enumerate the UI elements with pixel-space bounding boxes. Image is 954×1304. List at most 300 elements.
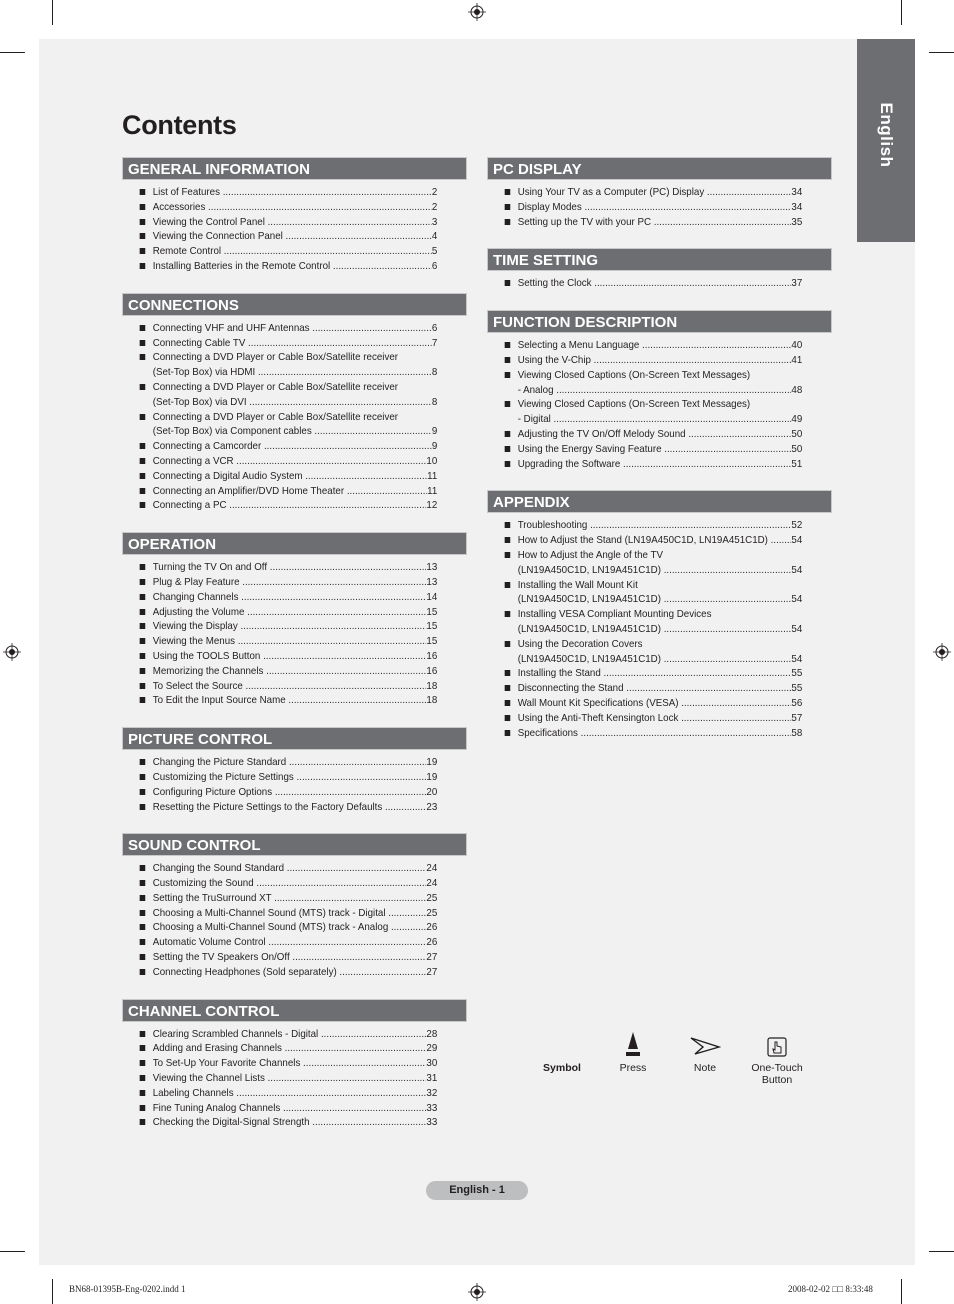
entry-line — [153, 755, 438, 770]
page-number: 2 — [431, 200, 438, 213]
page-number: 40 — [791, 339, 803, 352]
entry-line — [518, 696, 803, 711]
entry-line — [153, 920, 438, 935]
page-number: 9 — [431, 425, 438, 438]
entry-line — [153, 693, 438, 708]
entry-line — [153, 906, 438, 921]
entry-line — [153, 215, 438, 230]
entry-text: Choosing a Multi-Channel Sound (MTS) track - Analog ..... — [153, 920, 427, 935]
page-number: 31 — [426, 1072, 438, 1085]
registration-mark-icon — [3, 643, 21, 661]
toc-entry — [122, 229, 443, 244]
toc-entry — [487, 518, 808, 533]
toc-entry — [487, 681, 808, 696]
entry-text: - Digital ..... — [518, 412, 792, 427]
entry-text: Setting the Clock ..... — [518, 276, 792, 291]
entry-text: To Set-Up Your Favorite Channels ..... — [153, 1056, 427, 1071]
page-number: 27 — [426, 965, 438, 978]
page-number: 7 — [431, 336, 438, 349]
page-number: 18 — [426, 694, 438, 707]
page-number: 23 — [426, 800, 438, 813]
page-number: 24 — [426, 877, 438, 890]
entry-list — [122, 560, 467, 708]
toc-entry — [122, 560, 443, 575]
toc-entry — [122, 350, 443, 380]
section-header: APPENDIX — [487, 490, 832, 513]
file-slug: BN68-01395B-Eng-0202.indd 1 — [69, 1284, 186, 1294]
page-number: 11 — [427, 469, 438, 482]
entry-text: Connecting a Camcorder ..... — [153, 439, 432, 454]
toc-entry — [487, 637, 808, 667]
toc-entry — [487, 276, 808, 291]
section-header: CHANNEL CONTROL — [122, 999, 467, 1022]
crop-mark — [929, 1251, 954, 1252]
toc-entry — [487, 696, 808, 711]
page-number: 12 — [426, 499, 438, 512]
toc-entry — [122, 469, 443, 484]
crop-mark — [0, 52, 25, 53]
section-header: TIME SETTING — [487, 248, 832, 271]
entry-text: Resetting the Picture Settings to the Factory Defaults ..... — [153, 800, 427, 815]
toc-entry — [122, 321, 443, 336]
entry-text: Using the Energy Saving Feature ..... — [518, 442, 792, 457]
toc-entry — [487, 578, 808, 608]
entry-line — [518, 276, 803, 291]
entry-text: Viewing the Connection Panel ..... — [153, 229, 432, 244]
toc-entry — [122, 679, 443, 694]
entry-text: How to Adjust the Angle of the TV — [517, 548, 664, 561]
toc-section — [122, 833, 467, 979]
entry-line — [153, 498, 438, 513]
entry-text: Checking the Digital-Signal Strength ..... — [153, 1115, 427, 1130]
toc-entry — [122, 755, 443, 770]
entry-line — [153, 679, 438, 694]
page-number: 9 — [431, 440, 438, 453]
toc-entry — [122, 634, 443, 649]
entry-text: Selecting a Menu Language ..... — [518, 338, 792, 353]
page-number: 10 — [426, 454, 438, 467]
toc-entry — [487, 533, 808, 548]
section-header: GENERAL INFORMATION — [122, 157, 467, 180]
toc-entry — [122, 1027, 443, 1042]
page-number: 34 — [791, 186, 803, 198]
entry-text: Viewing Closed Captions (On-Screen Text Messages) — [517, 368, 751, 381]
crop-mark — [52, 1279, 53, 1304]
entry-text: Adding and Erasing Channels ..... — [153, 1041, 427, 1056]
entry-line — [518, 711, 803, 726]
page-number: 50 — [791, 442, 803, 455]
entry-text: Installing the Stand ..... — [518, 666, 792, 681]
entry-line — [153, 321, 438, 336]
entry-text: Changing the Sound Standard ..... — [153, 861, 427, 876]
page-number: 27 — [426, 951, 438, 964]
entry-line — [153, 800, 438, 815]
toc-entry — [487, 711, 808, 726]
section-header: CONNECTIONS — [122, 293, 467, 316]
entry-line — [153, 439, 438, 454]
entry-line — [153, 1115, 438, 1130]
entry-line — [518, 338, 803, 353]
entry-list — [487, 185, 832, 229]
entry-line — [153, 1101, 438, 1116]
entry-text: Connecting a DVD Player or Cable Box/Satellite receiver — [152, 410, 399, 423]
page-number: 55 — [791, 682, 803, 695]
entry-text: How to Adjust the Stand (LN19A450C1D, LN19A451C1D) ..... — [518, 533, 792, 548]
entry-text: Connecting a PC ..... — [153, 498, 427, 513]
section-header: SOUND CONTROL — [122, 833, 467, 856]
entry-text: Changing the Picture Standard ..... — [153, 755, 427, 770]
entry-text: Connecting a VCR ..... — [153, 454, 427, 469]
toc-entry — [122, 454, 443, 469]
section-header: OPERATION — [122, 532, 467, 555]
toc-entry — [122, 259, 443, 274]
entry-line — [153, 770, 438, 785]
section-header: PC DISPLAY — [487, 157, 832, 180]
entry-text: (LN19A450C1D, LN19A451C1D) ..... — [518, 622, 792, 637]
entry-text: Using the V-Chip ..... — [518, 353, 792, 368]
entry-line — [153, 1071, 438, 1086]
toc-entry — [122, 861, 443, 876]
entry-line — [153, 950, 438, 965]
entry-list — [122, 755, 467, 814]
entry-text: - Analog ..... — [518, 383, 792, 398]
entry-text: Disconnecting the Stand ..... — [518, 681, 792, 696]
toc-entry — [122, 1071, 443, 1086]
page-number: 14 — [426, 590, 438, 603]
page-number: 54 — [791, 563, 803, 576]
entry-line — [153, 1041, 438, 1056]
left-column — [122, 157, 467, 1149]
page-number: 25 — [426, 906, 438, 919]
page-number: 15 — [426, 605, 438, 618]
one-touch-symbol — [745, 1036, 809, 1086]
toc-section — [487, 490, 832, 740]
entry-line — [518, 681, 803, 696]
entry-text: Customizing the Sound ..... — [153, 876, 427, 891]
crop-mark — [901, 1279, 902, 1304]
toc-entry — [487, 548, 808, 578]
entry-text: Turning the TV On and Off ..... — [153, 560, 427, 575]
toc-entry — [122, 965, 443, 980]
entry-line — [518, 622, 803, 637]
toc-entry — [487, 200, 808, 215]
entry-text: List of Features ..... — [153, 185, 432, 200]
page-number: 57 — [791, 711, 803, 724]
entry-line — [518, 200, 803, 215]
entry-text: Troubleshooting ..... — [518, 518, 792, 533]
page-number: 8 — [431, 395, 438, 408]
page-number: 6 — [431, 321, 438, 334]
page-number: 15 — [426, 635, 438, 648]
entry-line — [153, 1027, 438, 1042]
entry-line — [518, 666, 803, 681]
one-touch-button-icon — [766, 1036, 788, 1058]
entry-line — [518, 412, 803, 427]
entry-text: Automatic Volume Control ..... — [153, 935, 427, 950]
entry-text: Setting up the TV with your PC ..... — [518, 215, 792, 230]
page-number: 58 — [791, 726, 803, 739]
press-icon — [623, 1030, 643, 1058]
entry-text: Adjusting the Volume ..... — [153, 605, 427, 620]
toc-section — [487, 248, 832, 291]
entry-line — [153, 560, 438, 575]
entry-text: Using the Anti-Theft Kensington Lock ..... — [518, 711, 792, 726]
note-label: Note — [693, 1062, 717, 1074]
toc-entry — [122, 410, 443, 440]
entry-line — [518, 442, 803, 457]
note-arrow-icon — [689, 1030, 721, 1058]
entry-text: Viewing the Control Panel ..... — [153, 215, 432, 230]
page-number: 19 — [426, 756, 438, 769]
toc-entry — [487, 185, 808, 200]
page-number: 55 — [791, 667, 803, 680]
toc-entry — [122, 664, 443, 679]
page-number: 26 — [426, 921, 438, 934]
crop-mark — [52, 0, 53, 25]
toc-entry — [487, 215, 808, 230]
entry-line — [153, 965, 438, 980]
page-number: 28 — [426, 1027, 438, 1040]
entry-text: Configuring Picture Options ..... — [153, 785, 427, 800]
entry-text: Connecting VHF and UHF Antennas ..... — [153, 321, 432, 336]
page-number: 8 — [431, 366, 438, 379]
toc-entry — [122, 336, 443, 351]
entry-line — [153, 861, 438, 876]
entry-line — [153, 1086, 438, 1101]
page-number-badge: English - 1 — [426, 1181, 528, 1200]
toc-entry — [122, 950, 443, 965]
toc-section — [122, 532, 467, 708]
entry-list — [122, 321, 467, 513]
entry-text: Labeling Channels ..... — [153, 1086, 427, 1101]
entry-line — [153, 785, 438, 800]
entry-text: Plug & Play Feature ..... — [153, 575, 427, 590]
entry-text: Connecting a DVD Player or Cable Box/Satellite receiver — [152, 380, 399, 393]
toc-entry — [122, 575, 443, 590]
toc-entry — [122, 484, 443, 499]
crop-mark — [901, 0, 902, 25]
entry-text: Connecting an Amplifier/DVD Home Theater ..... — [153, 484, 427, 499]
page-number: 18 — [426, 679, 438, 692]
page-number: 52 — [791, 519, 803, 532]
page-number: 34 — [791, 200, 803, 213]
right-column — [487, 157, 832, 759]
page-number: 50 — [791, 427, 803, 440]
entry-text: (LN19A450C1D, LN19A451C1D) ..... — [518, 652, 792, 667]
registration-mark-icon — [468, 1283, 486, 1301]
page-number: 6 — [431, 259, 438, 272]
print-timestamp: 2008-02-02 □□ 8:33:48 — [788, 1284, 873, 1294]
toc-entry — [487, 338, 808, 353]
entry-text: Installing the Wall Mount Kit — [517, 578, 638, 591]
entry-line — [518, 533, 803, 548]
page-number: 19 — [426, 770, 438, 783]
crop-mark — [0, 1251, 25, 1252]
entry-text: Upgrading the Software ..... — [518, 457, 792, 472]
toc-entry — [122, 785, 443, 800]
entry-line — [153, 484, 438, 499]
entry-text: (Set-Top Box) via Component cables ..... — [153, 424, 432, 439]
toc-entry — [487, 368, 808, 398]
page-number: 20 — [426, 785, 438, 798]
page-number: 16 — [426, 649, 438, 662]
page-number: 3 — [431, 215, 438, 228]
one-touch-label-2: Button — [761, 1074, 793, 1086]
press-symbol — [606, 1030, 660, 1074]
toc-entry — [122, 619, 443, 634]
symbol-heading — [530, 1062, 594, 1074]
entry-line — [153, 259, 438, 274]
language-tab-label: English — [877, 102, 896, 168]
toc-entry — [487, 457, 808, 472]
toc-entry — [487, 442, 808, 457]
toc-entry — [122, 906, 443, 921]
entry-line — [153, 200, 438, 215]
page-number: 33 — [426, 1116, 438, 1129]
note-symbol — [678, 1030, 732, 1074]
page-number: 33 — [426, 1101, 438, 1114]
toc-entry — [122, 693, 443, 708]
entry-text: Setting the TV Speakers On/Off ..... — [153, 950, 427, 965]
page-number: 32 — [426, 1086, 438, 1099]
toc-entry — [122, 920, 443, 935]
section-header: FUNCTION DESCRIPTION — [487, 310, 832, 333]
toc-entry — [487, 726, 808, 741]
entry-line — [153, 634, 438, 649]
page-number: 41 — [791, 353, 803, 366]
section-header: PICTURE CONTROL — [122, 727, 467, 750]
entry-line — [153, 229, 438, 244]
one-touch-label-1: One-Touch — [751, 1062, 803, 1074]
toc-entry — [487, 666, 808, 681]
entry-line — [153, 891, 438, 906]
entry-line — [518, 592, 803, 607]
toc-entry — [122, 200, 443, 215]
entry-line — [153, 454, 438, 469]
entry-line — [518, 185, 803, 200]
entry-text: Setting the TruSurround XT ..... — [153, 891, 427, 906]
entry-text: Viewing the Display ..... — [153, 619, 427, 634]
toc-section — [122, 157, 467, 274]
page-number: 4 — [431, 230, 438, 243]
entry-text: To Edit the Input Source Name ..... — [153, 693, 427, 708]
entry-line — [153, 365, 438, 380]
toc-entry — [122, 439, 443, 454]
entry-line — [153, 424, 438, 439]
toc-section — [487, 310, 832, 471]
entry-line — [153, 619, 438, 634]
toc-entry — [122, 1041, 443, 1056]
entry-text: Accessories ..... — [153, 200, 432, 215]
page-number: 35 — [791, 215, 803, 228]
toc-entry — [122, 605, 443, 620]
entry-line — [518, 383, 803, 398]
toc-section — [487, 157, 832, 229]
toc-entry — [122, 891, 443, 906]
toc-entry — [122, 1101, 443, 1116]
page-number: 48 — [791, 383, 803, 396]
entry-text: Connecting a Digital Audio System ..... — [153, 469, 427, 484]
toc-entry — [487, 397, 808, 427]
page-title: Contents — [122, 110, 237, 140]
entry-line — [518, 518, 803, 533]
entry-line — [153, 395, 438, 410]
page-number: 30 — [426, 1057, 438, 1070]
toc-entry — [487, 607, 808, 637]
toc-entry — [487, 353, 808, 368]
page-number: 26 — [426, 936, 438, 949]
symbol-legend — [530, 1030, 830, 1100]
entry-text: Viewing Closed Captions (On-Screen Text Messages) — [517, 398, 751, 411]
page-number: 2 — [431, 186, 438, 198]
entry-line — [153, 876, 438, 891]
toc-entry — [122, 1115, 443, 1130]
entry-text: (Set-Top Box) via HDMI ..... — [153, 365, 432, 380]
entry-line — [153, 469, 438, 484]
page-number: 13 — [426, 561, 438, 574]
toc-entry — [122, 770, 443, 785]
entry-line — [153, 590, 438, 605]
entry-text: Installing Batteries in the Remote Control ..... — [153, 259, 432, 274]
page-number: 11 — [427, 484, 438, 497]
registration-mark-icon — [933, 643, 951, 661]
entry-text: Customizing the Picture Settings ..... — [153, 770, 427, 785]
entry-list — [487, 338, 832, 471]
page-number: 37 — [791, 277, 803, 290]
page-number: 13 — [426, 575, 438, 588]
entry-text: Connecting Cable TV ..... — [153, 336, 432, 351]
page-number: 15 — [426, 620, 438, 633]
crop-mark — [929, 52, 954, 53]
entry-list — [487, 276, 832, 291]
press-label: Press — [619, 1062, 647, 1074]
toc-entry — [122, 380, 443, 410]
entry-text: Remote Control ..... — [153, 244, 432, 259]
entry-text: Clearing Scrambled Channels - Digital ..... — [153, 1027, 427, 1042]
entry-line — [153, 605, 438, 620]
entry-list — [122, 861, 467, 979]
entry-text: Adjusting the TV On/Off Melody Sound ..... — [518, 427, 792, 442]
entry-line — [153, 185, 438, 200]
symbol-heading-label: Symbol — [543, 1062, 581, 1074]
toc-entry — [122, 590, 443, 605]
page-number: 51 — [791, 457, 803, 470]
toc-entry — [122, 935, 443, 950]
page-number: 5 — [431, 245, 438, 258]
entry-text: Using the Decoration Covers — [517, 637, 643, 650]
page-number: 54 — [791, 534, 803, 547]
toc-entry — [122, 498, 443, 513]
page-number: 16 — [426, 664, 438, 677]
entry-line — [518, 353, 803, 368]
entry-line — [153, 664, 438, 679]
page-number: 54 — [791, 593, 803, 606]
toc-entry — [122, 649, 443, 664]
entry-text: Memorizing the Channels ..... — [153, 664, 427, 679]
entry-text: Fine Tuning Analog Channels ..... — [153, 1101, 427, 1116]
entry-text: Connecting Headphones (Sold separately) ..... — [153, 965, 427, 980]
page-number: 56 — [791, 696, 803, 709]
entry-line — [153, 575, 438, 590]
entry-text: Using the TOOLS Button ..... — [153, 649, 427, 664]
entry-line — [518, 457, 803, 472]
entry-text: Viewing the Menus ..... — [153, 634, 427, 649]
entry-line — [518, 726, 803, 741]
page-number: 24 — [426, 862, 438, 875]
toc-entry — [487, 427, 808, 442]
toc-entry — [122, 1056, 443, 1071]
entry-text: Viewing the Channel Lists ..... — [153, 1071, 427, 1086]
